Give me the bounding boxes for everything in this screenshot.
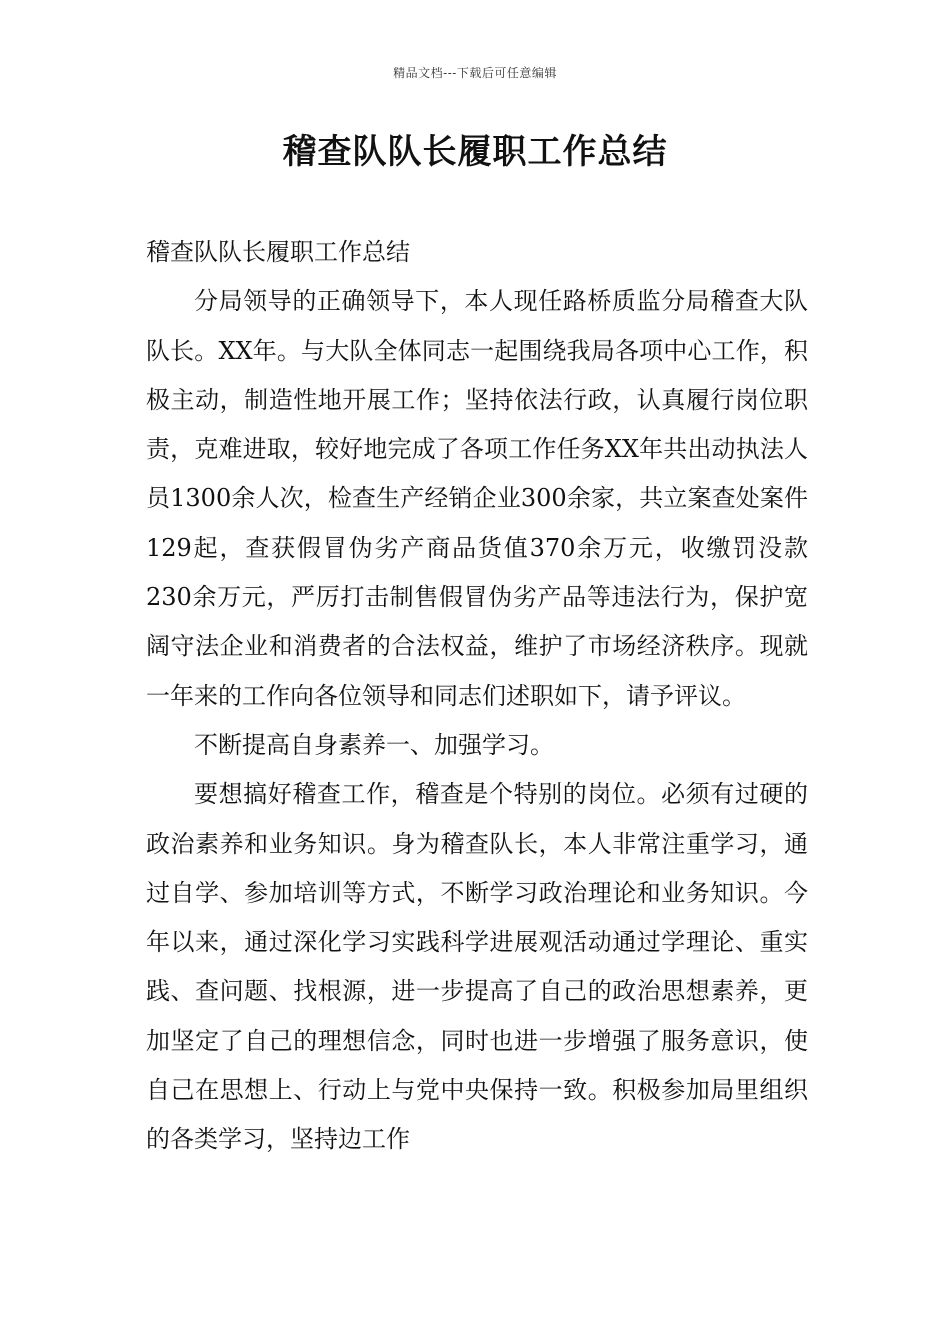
paragraph-study: 要想搞好稽查工作，稽查是个特别的岗位。必须有过硬的政治素养和业务知识。身为稽查队长，本人非常注重学习，通过自学、参加培训等方式，不断学习政治理论和业务知识。今年以来，通过深化学习实践科学进展观活动通过学理论、重实践、查问题、找根源，进一步提高了自己的政治思想素养，更加坚定了自己的理想信念，同时也进一步增强了服务意识，使自己在思想上、行动上与党中央保持一致。积极参加局里组织的各类学习，坚持边工作 xyxy=(146,780,808,1154)
paragraph-section-heading: 不断提高自身素养一、加强学习。 xyxy=(194,730,554,759)
document-body xyxy=(146,228,808,1165)
document-title: 稽查队队长履职工作总结 xyxy=(282,132,668,172)
paragraph-intro: 分局领导的正确领导下，本人现任路桥质监分局稽查大队队长。XX年。与大队全体同志一起围绕我局各项中心工作，积极主动，制造性地开展工作；坚持依法行政，认真履行岗位职责，克难进取，较好地完成了各项工作任务XX年共出动执法人员1300余人次，检查生产经销企业300余家，共立案查处案件129起，查获假冒伪劣产商品货值370余万元，收缴罚没款230余万元，严厉打击制售假冒伪劣产品等违法行为，保护宽阔守法企业和消费者的合法权益，维护了市场经济秩序。现就一年来的工作向各位领导和同志们述职如下，请予评议。 xyxy=(146,287,808,710)
paragraph-subtitle: 稽查队队长履职工作总结 xyxy=(146,238,410,266)
header-note: 精品文档---下载后可任意编辑 xyxy=(393,66,557,80)
